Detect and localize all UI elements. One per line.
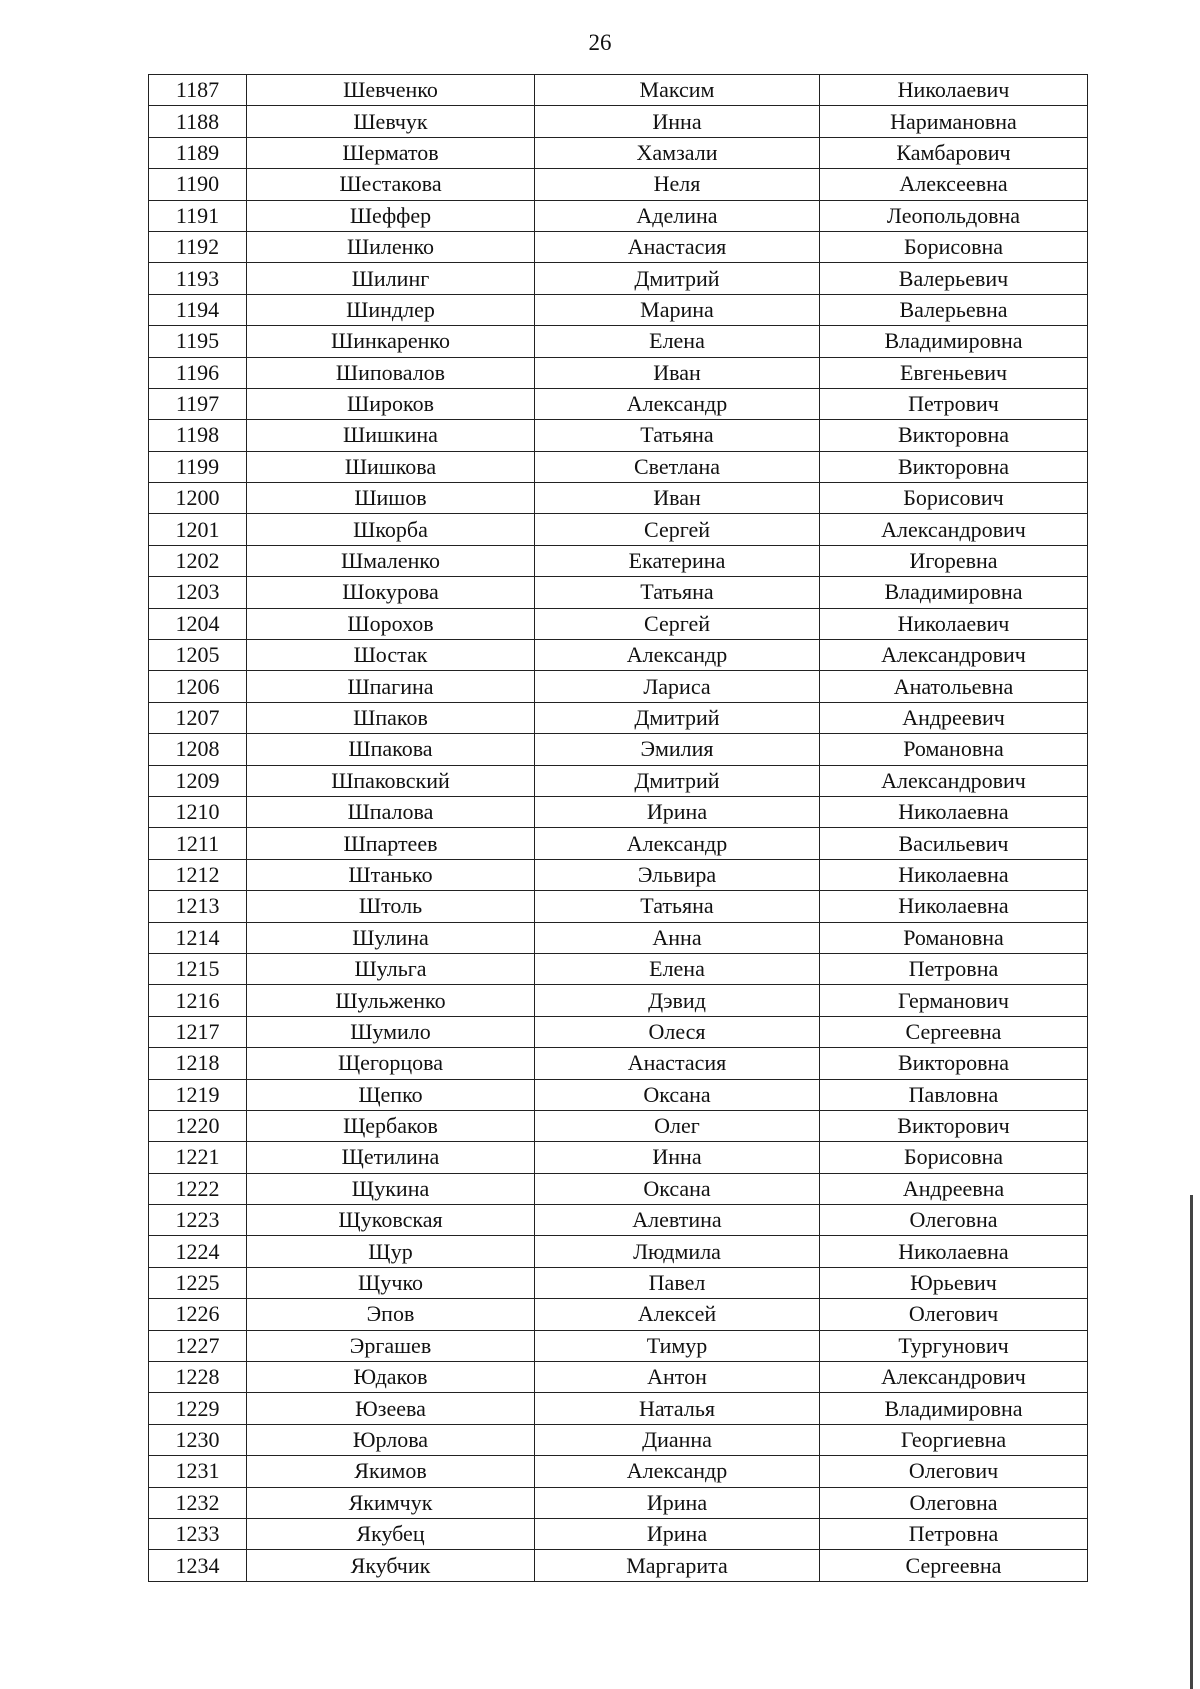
surname-cell: Шпагина: [247, 671, 535, 702]
row-number-cell: 1224: [149, 1236, 247, 1267]
patronymic-cell: Камбарович: [820, 137, 1088, 168]
first-name-cell: Татьяна: [535, 891, 820, 922]
patronymic-cell: Николаевна: [820, 1236, 1088, 1267]
first-name-cell: Олеся: [535, 1016, 820, 1047]
table-row: [149, 1110, 1088, 1141]
table-row: [149, 671, 1088, 702]
table-row: [149, 796, 1088, 827]
patronymic-cell: Сергеевна: [820, 1550, 1088, 1581]
first-name-cell: Дэвид: [535, 985, 820, 1016]
table-row: [149, 137, 1088, 168]
first-name-cell: Оксана: [535, 1079, 820, 1110]
surname-cell: Якимчук: [247, 1487, 535, 1518]
first-name-cell: Анна: [535, 922, 820, 953]
first-name-cell: Оксана: [535, 1173, 820, 1204]
row-number-cell: 1197: [149, 388, 247, 419]
patronymic-cell: Викторовна: [820, 420, 1088, 451]
first-name-cell: Иван: [535, 483, 820, 514]
patronymic-cell: Олеговна: [820, 1205, 1088, 1236]
first-name-cell: Аделина: [535, 200, 820, 231]
patronymic-cell: Петровна: [820, 1518, 1088, 1549]
surname-cell: Шестакова: [247, 169, 535, 200]
row-number-cell: 1234: [149, 1550, 247, 1581]
surname-cell: Якубчик: [247, 1550, 535, 1581]
row-number-cell: 1200: [149, 483, 247, 514]
patronymic-cell: Наримановна: [820, 106, 1088, 137]
row-number-cell: 1214: [149, 922, 247, 953]
first-name-cell: Светлана: [535, 451, 820, 482]
patronymic-cell: Георгиевна: [820, 1424, 1088, 1455]
row-number-cell: 1205: [149, 640, 247, 671]
patronymic-cell: Александрович: [820, 765, 1088, 796]
patronymic-cell: Сергеевна: [820, 1016, 1088, 1047]
patronymic-cell: Владимировна: [820, 326, 1088, 357]
first-name-cell: Сергей: [535, 608, 820, 639]
first-name-cell: Иван: [535, 357, 820, 388]
first-name-cell: Лариса: [535, 671, 820, 702]
patronymic-cell: Романовна: [820, 922, 1088, 953]
surname-cell: Щербаков: [247, 1110, 535, 1141]
row-number-cell: 1230: [149, 1424, 247, 1455]
first-name-cell: Антон: [535, 1362, 820, 1393]
row-number-cell: 1208: [149, 734, 247, 765]
patronymic-cell: Васильевич: [820, 828, 1088, 859]
table-row: [149, 200, 1088, 231]
page-number: 26: [588, 30, 612, 55]
table-row: [149, 1518, 1088, 1549]
patronymic-cell: Николаевна: [820, 891, 1088, 922]
surname-cell: Штоль: [247, 891, 535, 922]
surname-cell: Шульга: [247, 953, 535, 984]
patronymic-cell: Владимировна: [820, 1393, 1088, 1424]
row-number-cell: 1218: [149, 1048, 247, 1079]
patronymic-cell: Олеговна: [820, 1487, 1088, 1518]
surname-cell: Шпаковский: [247, 765, 535, 796]
surname-cell: Шиленко: [247, 231, 535, 262]
patronymic-cell: Валерьевна: [820, 294, 1088, 325]
table-row: [149, 1299, 1088, 1330]
table-row: [149, 388, 1088, 419]
row-number-cell: 1191: [149, 200, 247, 231]
first-name-cell: Екатерина: [535, 545, 820, 576]
surname-cell: Якимов: [247, 1456, 535, 1487]
first-name-cell: Дмитрий: [535, 702, 820, 733]
surname-cell: Щепко: [247, 1079, 535, 1110]
table-row: [149, 985, 1088, 1016]
patronymic-cell: Олегович: [820, 1299, 1088, 1330]
surname-cell: Шевченко: [247, 75, 535, 106]
row-number-cell: 1192: [149, 231, 247, 262]
patronymic-cell: Романовна: [820, 734, 1088, 765]
table-row: [149, 514, 1088, 545]
table-row: [149, 1362, 1088, 1393]
names-table: [148, 74, 1088, 1582]
first-name-cell: Ирина: [535, 796, 820, 827]
row-number-cell: 1212: [149, 859, 247, 890]
row-number-cell: 1225: [149, 1267, 247, 1298]
first-name-cell: Марина: [535, 294, 820, 325]
first-name-cell: Александр: [535, 640, 820, 671]
row-number-cell: 1198: [149, 420, 247, 451]
patronymic-cell: Александрович: [820, 1362, 1088, 1393]
table-row: [149, 1456, 1088, 1487]
patronymic-cell: Германович: [820, 985, 1088, 1016]
patronymic-cell: Леопольдовна: [820, 200, 1088, 231]
table-row: [149, 451, 1088, 482]
row-number-cell: 1199: [149, 451, 247, 482]
row-number-cell: 1233: [149, 1518, 247, 1549]
patronymic-cell: Андреевич: [820, 702, 1088, 733]
surname-cell: Юрлова: [247, 1424, 535, 1455]
surname-cell: Шорохов: [247, 608, 535, 639]
first-name-cell: Алексей: [535, 1299, 820, 1330]
first-name-cell: Маргарита: [535, 1550, 820, 1581]
surname-cell: Шишкова: [247, 451, 535, 482]
first-name-cell: Инна: [535, 106, 820, 137]
row-number-cell: 1196: [149, 357, 247, 388]
row-number-cell: 1188: [149, 106, 247, 137]
patronymic-cell: Игоревна: [820, 545, 1088, 576]
row-number-cell: 1204: [149, 608, 247, 639]
patronymic-cell: Петровна: [820, 953, 1088, 984]
surname-cell: Шостак: [247, 640, 535, 671]
patronymic-cell: Андреевна: [820, 1173, 1088, 1204]
surname-cell: Шиповалов: [247, 357, 535, 388]
row-number-cell: 1206: [149, 671, 247, 702]
surname-cell: Якубец: [247, 1518, 535, 1549]
first-name-cell: Татьяна: [535, 577, 820, 608]
table-row: [149, 420, 1088, 451]
row-number-cell: 1211: [149, 828, 247, 859]
row-number-cell: 1216: [149, 985, 247, 1016]
row-number-cell: 1189: [149, 137, 247, 168]
surname-cell: Шинкаренко: [247, 326, 535, 357]
row-number-cell: 1222: [149, 1173, 247, 1204]
patronymic-cell: Юрьевич: [820, 1267, 1088, 1298]
patronymic-cell: Борисович: [820, 483, 1088, 514]
surname-cell: Щукина: [247, 1173, 535, 1204]
table-row: [149, 263, 1088, 294]
scan-edge-line: [1190, 1195, 1193, 1689]
surname-cell: Шишкина: [247, 420, 535, 451]
surname-cell: Шумило: [247, 1016, 535, 1047]
first-name-cell: Эмилия: [535, 734, 820, 765]
table-row: [149, 608, 1088, 639]
first-name-cell: Александр: [535, 388, 820, 419]
first-name-cell: Инна: [535, 1142, 820, 1173]
first-name-cell: Сергей: [535, 514, 820, 545]
surname-cell: Шпакова: [247, 734, 535, 765]
table-row: [149, 1487, 1088, 1518]
row-number-cell: 1229: [149, 1393, 247, 1424]
patronymic-cell: Павловна: [820, 1079, 1088, 1110]
patronymic-cell: Александрович: [820, 514, 1088, 545]
surname-cell: Шкорба: [247, 514, 535, 545]
surname-cell: Шульженко: [247, 985, 535, 1016]
patronymic-cell: Петрович: [820, 388, 1088, 419]
surname-cell: Шокурова: [247, 577, 535, 608]
table-row: [149, 1173, 1088, 1204]
row-number-cell: 1202: [149, 545, 247, 576]
table-row: [149, 1016, 1088, 1047]
surname-cell: Эргашев: [247, 1330, 535, 1361]
surname-cell: Юзеева: [247, 1393, 535, 1424]
patronymic-cell: Борисовна: [820, 231, 1088, 262]
row-number-cell: 1231: [149, 1456, 247, 1487]
row-number-cell: 1228: [149, 1362, 247, 1393]
surname-cell: Щегорцова: [247, 1048, 535, 1079]
table-row: [149, 765, 1088, 796]
patronymic-cell: Евгеньевич: [820, 357, 1088, 388]
surname-cell: Шпартеев: [247, 828, 535, 859]
row-number-cell: 1226: [149, 1299, 247, 1330]
first-name-cell: Дмитрий: [535, 263, 820, 294]
patronymic-cell: Викторович: [820, 1110, 1088, 1141]
surname-cell: Щур: [247, 1236, 535, 1267]
row-number-cell: 1190: [149, 169, 247, 200]
row-number-cell: 1207: [149, 702, 247, 733]
surname-cell: Штанько: [247, 859, 535, 890]
first-name-cell: Павел: [535, 1267, 820, 1298]
first-name-cell: Елена: [535, 326, 820, 357]
patronymic-cell: Николаевич: [820, 75, 1088, 106]
table-row: [149, 953, 1088, 984]
table-row: [149, 106, 1088, 137]
table-row: [149, 1142, 1088, 1173]
first-name-cell: Александр: [535, 1456, 820, 1487]
table-row: [149, 1236, 1088, 1267]
table-row: [149, 828, 1088, 859]
row-number-cell: 1203: [149, 577, 247, 608]
patronymic-cell: Олегович: [820, 1456, 1088, 1487]
surname-cell: Шпалова: [247, 796, 535, 827]
row-number-cell: 1213: [149, 891, 247, 922]
table-row: [149, 357, 1088, 388]
table-row: [149, 1205, 1088, 1236]
surname-cell: Шмаленко: [247, 545, 535, 576]
row-number-cell: 1220: [149, 1110, 247, 1141]
row-number-cell: 1194: [149, 294, 247, 325]
first-name-cell: Анастасия: [535, 1048, 820, 1079]
table-row: [149, 545, 1088, 576]
first-name-cell: Елена: [535, 953, 820, 984]
first-name-cell: Тимур: [535, 1330, 820, 1361]
patronymic-cell: Викторовна: [820, 451, 1088, 482]
row-number-cell: 1221: [149, 1142, 247, 1173]
patronymic-cell: Борисовна: [820, 1142, 1088, 1173]
table-row: [149, 169, 1088, 200]
surname-cell: Шулина: [247, 922, 535, 953]
patronymic-cell: Николаевич: [820, 608, 1088, 639]
first-name-cell: Хамзали: [535, 137, 820, 168]
table-row: [149, 640, 1088, 671]
first-name-cell: Дианна: [535, 1424, 820, 1455]
table-row: [149, 891, 1088, 922]
first-name-cell: Максим: [535, 75, 820, 106]
surname-cell: Шишов: [247, 483, 535, 514]
surname-cell: Юдаков: [247, 1362, 535, 1393]
table-row: [149, 294, 1088, 325]
patronymic-cell: Алексеевна: [820, 169, 1088, 200]
patronymic-cell: Валерьевич: [820, 263, 1088, 294]
surname-cell: Широков: [247, 388, 535, 419]
surname-cell: Щуковская: [247, 1205, 535, 1236]
table-row: [149, 326, 1088, 357]
surname-cell: Щетилина: [247, 1142, 535, 1173]
table-row: [149, 1330, 1088, 1361]
row-number-cell: 1215: [149, 953, 247, 984]
table-row: [149, 859, 1088, 890]
surname-cell: Эпов: [247, 1299, 535, 1330]
first-name-cell: Алевтина: [535, 1205, 820, 1236]
patronymic-cell: Николаевна: [820, 796, 1088, 827]
row-number-cell: 1223: [149, 1205, 247, 1236]
row-number-cell: 1217: [149, 1016, 247, 1047]
table-row: [149, 483, 1088, 514]
first-name-cell: Наталья: [535, 1393, 820, 1424]
surname-cell: Шевчук: [247, 106, 535, 137]
row-number-cell: 1187: [149, 75, 247, 106]
table-row: [149, 1393, 1088, 1424]
first-name-cell: Татьяна: [535, 420, 820, 451]
first-name-cell: Эльвира: [535, 859, 820, 890]
surname-cell: Щучко: [247, 1267, 535, 1298]
row-number-cell: 1210: [149, 796, 247, 827]
patronymic-cell: Николаевна: [820, 859, 1088, 890]
first-name-cell: Ирина: [535, 1518, 820, 1549]
first-name-cell: Дмитрий: [535, 765, 820, 796]
table-row: [149, 231, 1088, 262]
row-number-cell: 1232: [149, 1487, 247, 1518]
first-name-cell: Анастасия: [535, 231, 820, 262]
surname-cell: Шерматов: [247, 137, 535, 168]
table-row: [149, 702, 1088, 733]
table-row: [149, 922, 1088, 953]
table-row: [149, 1550, 1088, 1581]
surname-cell: Шпаков: [247, 702, 535, 733]
first-name-cell: Ирина: [535, 1487, 820, 1518]
patronymic-cell: Александрович: [820, 640, 1088, 671]
table-row: [149, 734, 1088, 765]
row-number-cell: 1201: [149, 514, 247, 545]
first-name-cell: Александр: [535, 828, 820, 859]
patronymic-cell: Владимировна: [820, 577, 1088, 608]
row-number-cell: 1219: [149, 1079, 247, 1110]
patronymic-cell: Викторовна: [820, 1048, 1088, 1079]
table-row: [149, 1424, 1088, 1455]
surname-cell: Шеффер: [247, 200, 535, 231]
row-number-cell: 1209: [149, 765, 247, 796]
first-name-cell: Олег: [535, 1110, 820, 1141]
table-row: [149, 1079, 1088, 1110]
row-number-cell: 1193: [149, 263, 247, 294]
row-number-cell: 1227: [149, 1330, 247, 1361]
first-name-cell: Неля: [535, 169, 820, 200]
patronymic-cell: Анатольевна: [820, 671, 1088, 702]
names-table-body: [149, 75, 1088, 1582]
surname-cell: Шиндлер: [247, 294, 535, 325]
table-row: [149, 577, 1088, 608]
table-row: [149, 1267, 1088, 1298]
table-row: [149, 1048, 1088, 1079]
first-name-cell: Людмила: [535, 1236, 820, 1267]
table-row: [149, 75, 1088, 106]
surname-cell: Шилинг: [247, 263, 535, 294]
patronymic-cell: Тургунович: [820, 1330, 1088, 1361]
row-number-cell: 1195: [149, 326, 247, 357]
